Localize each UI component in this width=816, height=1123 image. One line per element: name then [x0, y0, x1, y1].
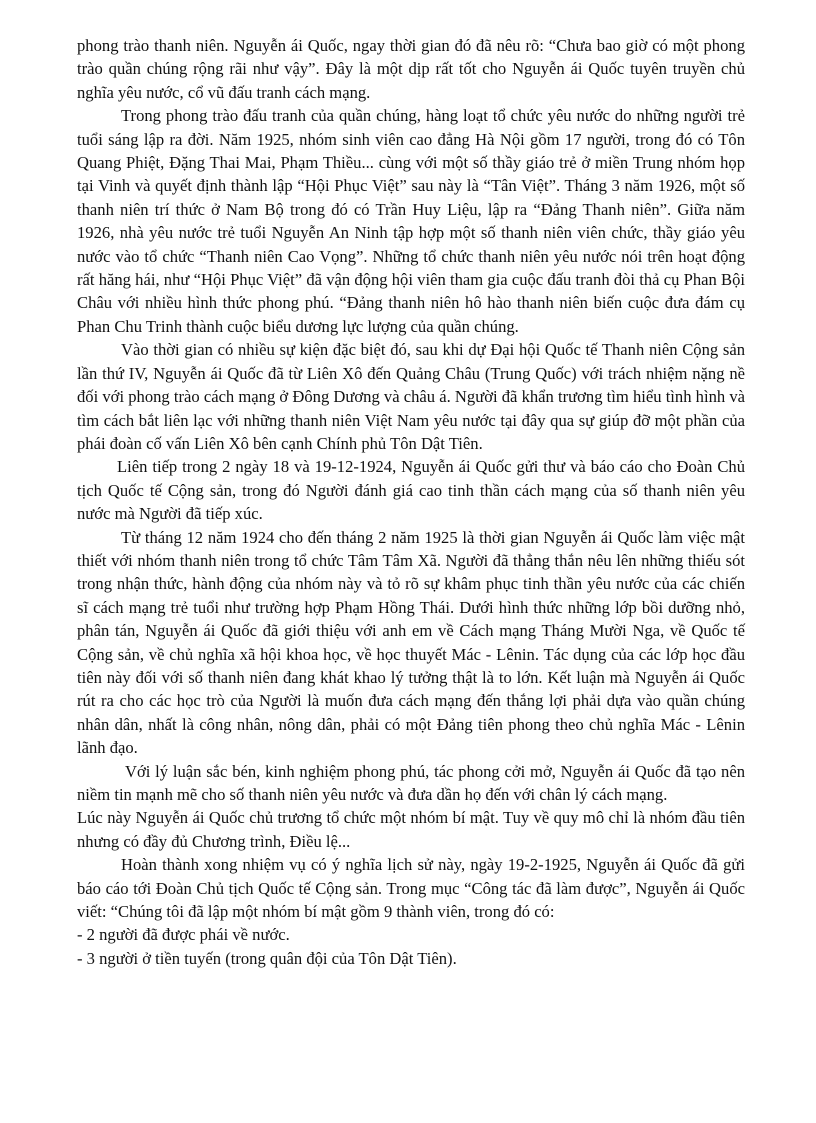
paragraph-3: Vào thời gian có nhiều sự kiện đặc biệt đó, sau khi dự Đại hội Quốc tế Thanh niên Cộng sản lần thứ IV, Nguyễn ái Quốc đã từ Liên Xô đến Quảng Châu (Trung Quốc) với trách nhiệm nặng nề đối với phong trào cách mạng ở Đông Dương và châu á. Người đã khẩn trương tìm hiểu tình hình và tìm cách bắt liên lạc với những thanh niên Việt Nam yêu nước tại đây qua sự giúp đỡ một phần của phái đoàn cố vấn Liên Xô bên cạnh Chính phủ Tôn Dật Tiên. [77, 340, 745, 453]
paragraph-2: Trong phong trào đấu tranh của quần chúng, hàng loạt tổ chức yêu nước do những người trẻ tuổi sáng lập ra đời. Năm 1925, nhóm sinh viên cao đẳng Hà Nội gồm 17 người, trong đó có Tôn Quang Phiệt, Đặng Thai Mai, Phạm Thiều... cùng với một số thầy giáo trẻ ở miền Trung nhóm họp tại Vinh và quyết định thành lập “Hội Phục Việt” sau này là “Tân Việt”. Tháng 3 năm 1926, một số thanh niên trí thức ở Nam Bộ trong đó có Trần Huy Liệu, lập ra “Đảng Thanh niên”. Giữa năm 1926, nhà yêu nước trẻ tuổi Nguyễn An Ninh tập hợp một số thanh niên viên chức, thầy giáo yêu nước vào tổ chức “Thanh niên Cao Vọng”. Những tổ chức thanh niên yêu nước nói trên hoạt động rất hăng hái, như “Hội Phục Việt” đã vận động hội viên tham gia cuộc đấu tranh đòi thả cụ Phan Bội Châu với nhiều hình thức phong phú. “Đảng thanh niên hô hào thanh niên biến cuộc đưa đám cụ Phan Chu Trinh thành cuộc biểu dương lực lượng của quần chúng. [77, 106, 745, 336]
paragraph-1: phong trào thanh niên. Nguyễn ái Quốc, ngay thời gian đó đã nêu rõ: “Chưa bao giờ có một phong trào quần chúng rộng rãi như vậy”. Đây là một dịp rất tốt cho Nguyễn ái Quốc tuyên truyền chủ nghĩa yêu nước, cổ vũ đấu tranh cách mạng. [77, 36, 745, 102]
list-item-1: - 2 người đã được phái về nước. [77, 925, 290, 945]
paragraph-5: Từ tháng 12 năm 1924 cho đến tháng 2 năm 1925 là thời gian Nguyễn ái Quốc làm việc mật thiết với nhóm thanh niên trong tổ chức Tâm Tâm Xã. Người đã thẳng thắn nêu lên những thiếu sót trong nhận thức, hành động của nhóm này và tỏ rõ sự khâm phục tinh thần yêu nước của các chiến sĩ cách mạng trẻ tuổi như trường hợp Phạm Hồng Thái. Dưới hình thức những lớp bồi dưỡng nhỏ, phân tán, Nguyễn ái Quốc đã giới thiệu với anh em về Cách mạng Tháng Mười Nga, về Quốc tế Cộng sản, về chủ nghĩa xã hội khoa học, về học thuyết Mác - Lênin. Tác dụng của các lớp học đầu tiên này đối với số thanh niên đang khát khao lý tưởng thật là to lớn. Kết luận mà Nguyễn ái Quốc rút ra cho các học trò của Người là muốn đưa cách mạng đến thắng lợi phải dựa vào quần chúng nhân dân, nhất là công nhân, nông dân, phải có một Đảng tiên phong theo chủ nghĩa Mác - Lênin lãnh đạo. [77, 527, 745, 758]
document-body [77, 34, 745, 970]
paragraph-8: Hoàn thành xong nhiệm vụ có ý nghĩa lịch sử này, ngày 19-2-1925, Nguyễn ái Quốc đã gửi báo cáo tới Đoàn Chủ tịch Quốc tế Cộng sản. Trong mục “Công tác đã làm được”, Nguyễn ái Quốc viết: “Chúng tôi đã lập một nhóm bí mật gồm 9 thành viên, trong đó có: [77, 855, 745, 922]
paragraph-6: Với lý luận sắc bén, kinh nghiệm phong phú, tác phong cởi mở, Nguyễn ái Quốc đã tạo nên niềm tin mạnh mẽ cho số thanh niên yêu nước và đưa dần họ đến với chân lý cách mạng. [77, 761, 745, 804]
paragraph-7: Lúc này Nguyễn ái Quốc chủ trương tổ chức một nhóm bí mật. Tuy về quy mô chỉ là nhóm đầu tiên nhưng có đầy đủ Chương trình, Điều lệ... [77, 808, 745, 851]
list-item-2: - 3 người ở tiền tuyến (trong quân đội của Tôn Dật Tiên). [77, 948, 457, 968]
paragraph-4: Liên tiếp trong 2 ngày 18 và 19-12-1924, Nguyễn ái Quốc gửi thư và báo cáo cho Đoàn Chủ tịch Quốc tế Cộng sản, trong đó Người đánh giá cao tinh thần cách mạng của số thanh niên yêu nước mà Người đã tiếp xúc. [77, 457, 745, 524]
